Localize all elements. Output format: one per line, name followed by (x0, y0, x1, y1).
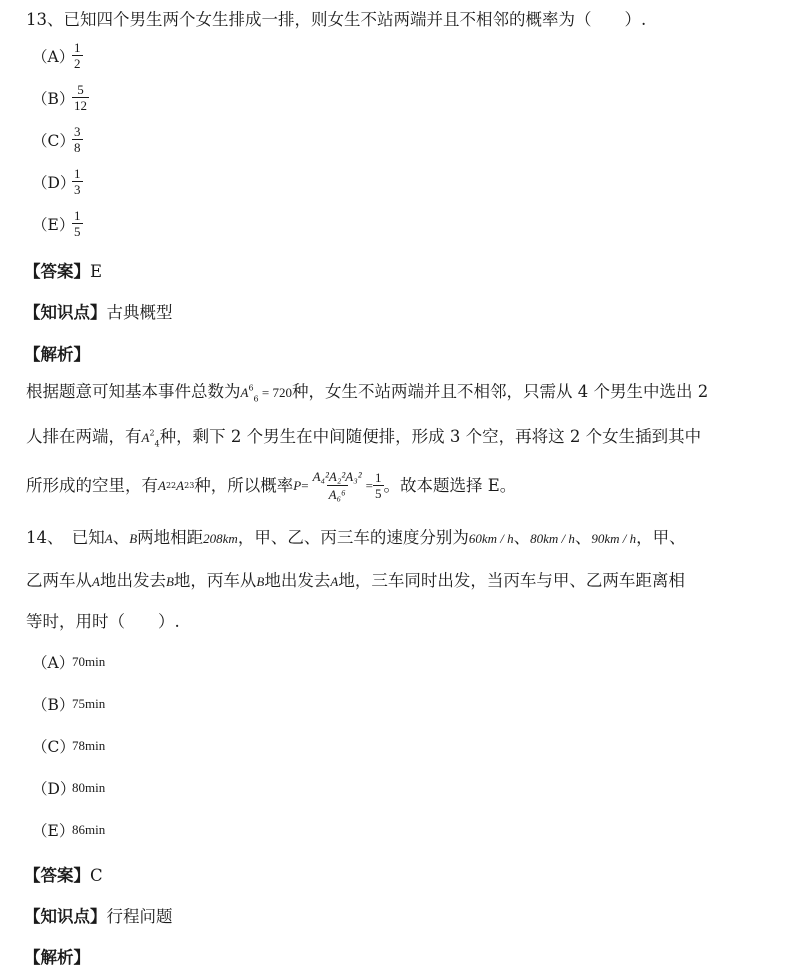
q13-option-c (32, 120, 83, 160)
option-label: （B） (32, 696, 75, 714)
option-label: （A） (32, 654, 75, 672)
option-label: （E） (32, 822, 75, 840)
result-fraction: $\frac{1}{5}$ (375, 470, 382, 501)
q14-analysis-heading: 【解析】 (24, 948, 90, 967)
q14-option-c (32, 726, 105, 766)
q13-option-a (32, 36, 83, 76)
option-label: （E） (32, 216, 75, 234)
q13-analysis-line-3: 所形成的空里，有 A 2 2 A 2 3 种，所以概率 P = $\frac{\text{A₄²A₂²A₃²}}{\text{A₆⁶}}$ = $\frac{1}{5}$ 。故本题选择 E。 (26, 469, 517, 502)
q13-analysis-line-2: 人排在两端，有$A^2_4$种，剩下 2 个男生在中间随便排，形成 3 个空，再将这 2 个女生插到其中 (26, 427, 702, 449)
q13-option-b (32, 78, 89, 118)
option-label: （D） (32, 174, 76, 192)
q14-option-d (32, 768, 105, 808)
q13-stem: 13、已知四个男生两个女生排成一排，则女生不站两端并且不相邻的概率为（ ）. (26, 10, 647, 29)
q13-option-d (32, 162, 83, 202)
option-value: 86min (72, 822, 106, 837)
q14-stem-line-3: 等时，用时（ ）. (26, 612, 180, 631)
q13-answer: 【答案】E (24, 262, 103, 281)
q14-option-a (32, 642, 105, 682)
option-label: （C） (32, 132, 75, 150)
option-value: 80min (72, 780, 106, 795)
q13-analysis-line-1: 根据题意可知基本事件总数为$A^6_6 = 720$种，女生不站两端并且不相邻，只需从 4 个男生中选出 2 (26, 382, 709, 404)
option-fraction: $\frac{1}{3}$ (74, 166, 81, 197)
q13-analysis-heading: 【解析】 (24, 345, 90, 364)
option-fraction: $\frac{5}{12}$ (74, 82, 87, 113)
option-fraction: $\frac{3}{8}$ (74, 124, 81, 155)
q14-stem-line-2: 乙两车从A地出发去B地，丙车从B地出发去A地，三车同时出发，当丙车与甲、乙两车距离相 (26, 571, 685, 590)
option-value: 70min (72, 654, 106, 669)
q14-answer: 【答案】C (24, 866, 103, 885)
option-value: 78min (72, 738, 106, 753)
probability-fraction: $\frac{\text{A₄²A₂²A₃²}}{\text{A₆⁶}}$ (312, 469, 362, 502)
option-label: （C） (32, 738, 75, 756)
q13-option-e (32, 204, 83, 244)
option-fraction: $\frac{1}{2}$ (74, 40, 81, 71)
option-fraction: $\frac{1}{5}$ (74, 208, 81, 239)
option-value: 75min (72, 696, 106, 711)
q14-option-e (32, 810, 105, 850)
option-label: （B） (32, 90, 75, 108)
q13-knowledge-point: 【知识点】古典概型 (24, 303, 173, 322)
q14-knowledge-point: 【知识点】行程问题 (24, 907, 173, 926)
option-label: （D） (32, 780, 76, 798)
q14-stem-line-1: 14、 已知A、B两地相距208km，甲、乙、丙三车的速度分别为60km / h、80km / h、90km / h，甲、 (26, 528, 686, 547)
option-label: （A） (32, 48, 75, 66)
q14-option-b (32, 684, 105, 724)
